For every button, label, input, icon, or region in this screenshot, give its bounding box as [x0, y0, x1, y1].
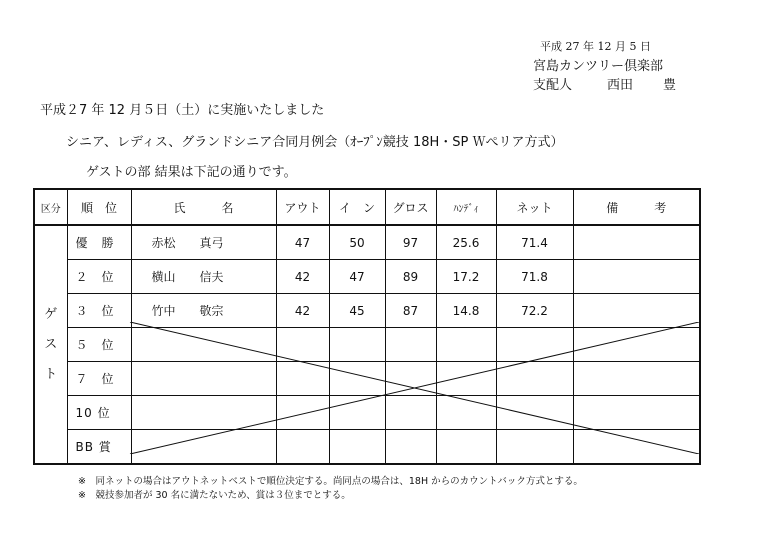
- empty-rows-cross-lines: [33, 322, 699, 454]
- header-name: 氏 名: [131, 189, 276, 225]
- table-row: [34, 260, 700, 294]
- handicap-cell: 25.6: [436, 225, 496, 260]
- out-score-cell: 42: [276, 294, 329, 328]
- remarks-cell: [573, 225, 700, 260]
- header-net: ネット: [496, 189, 573, 225]
- manager-surname: 西田: [607, 78, 634, 93]
- manager-given-name: 豊: [663, 78, 677, 93]
- gross-score-cell: 89: [385, 260, 436, 294]
- handicap-cell: 17.2: [436, 260, 496, 294]
- header-kubun: 区分: [34, 189, 67, 225]
- net-score-cell: 71.8: [496, 260, 573, 294]
- remarks-cell: [573, 260, 700, 294]
- net-score-cell: 71.4: [496, 225, 573, 260]
- out-score-cell: 42: [276, 260, 329, 294]
- kubun-char: ゲ: [44, 306, 58, 322]
- in-score-cell: 50: [329, 225, 385, 260]
- handicap-cell: 14.8: [436, 294, 496, 328]
- footnote-tiebreak: ※ 同ネットの場合はアウトネットベストで順位決定する。尚同点の場合は、18H からのカウントバック方式とする。: [78, 476, 583, 487]
- gross-score-cell: 87: [385, 294, 436, 328]
- player-name-cell: 横山 信夫: [131, 260, 276, 294]
- net-score-cell: 72.2: [496, 294, 573, 328]
- intro-line-section: ゲストの部 結果は下記の通りです。: [86, 165, 297, 180]
- rank-cell: ７ 位: [67, 362, 131, 396]
- header-in: イ ン: [329, 189, 385, 225]
- manager-role: 支配人: [533, 78, 573, 93]
- rank-cell: ２ 位: [67, 260, 131, 294]
- header-rank: 順 位: [67, 189, 131, 225]
- rank-cell: ３ 位: [67, 294, 131, 328]
- header-out: アウト: [276, 189, 329, 225]
- report-date: 平成 27 年 12 月 5 日: [540, 40, 651, 53]
- organization-name: 宮島カンツリー倶楽部: [533, 59, 664, 74]
- rank-cell: BB 賞: [67, 430, 131, 465]
- table-header-row: [34, 189, 700, 225]
- header-gross: グロス: [385, 189, 436, 225]
- in-score-cell: 47: [329, 260, 385, 294]
- rank-cell: ５ 位: [67, 328, 131, 362]
- table-row: [34, 225, 700, 260]
- rank-cell: 10 位: [67, 396, 131, 430]
- gross-score-cell: 97: [385, 225, 436, 260]
- kubun-char: ス: [44, 336, 58, 352]
- footnote-prizes: ※ 競技参加者が 30 名に満たないため、賞は３位までとする。: [78, 490, 351, 501]
- in-score-cell: 45: [329, 294, 385, 328]
- kubun-char: ト: [44, 366, 58, 382]
- intro-line-date: 平成２7 年 12 月５日（土）に実施いたしました: [40, 103, 325, 118]
- intro-line-event: シニア、レディス、グランドシニア合同月例会（ｵｰﾌﾟﾝ競技 18H・SP Ｗぺリア方式）: [66, 135, 564, 150]
- header-handicap: ﾊﾝﾃﾞｨ: [436, 189, 496, 225]
- out-score-cell: 47: [276, 225, 329, 260]
- header-remarks: 備 考: [573, 189, 700, 225]
- player-name-cell: 竹中 敬宗: [131, 294, 276, 328]
- player-name-cell: 赤松 真弓: [131, 225, 276, 260]
- rank-cell: 優 勝: [67, 225, 131, 260]
